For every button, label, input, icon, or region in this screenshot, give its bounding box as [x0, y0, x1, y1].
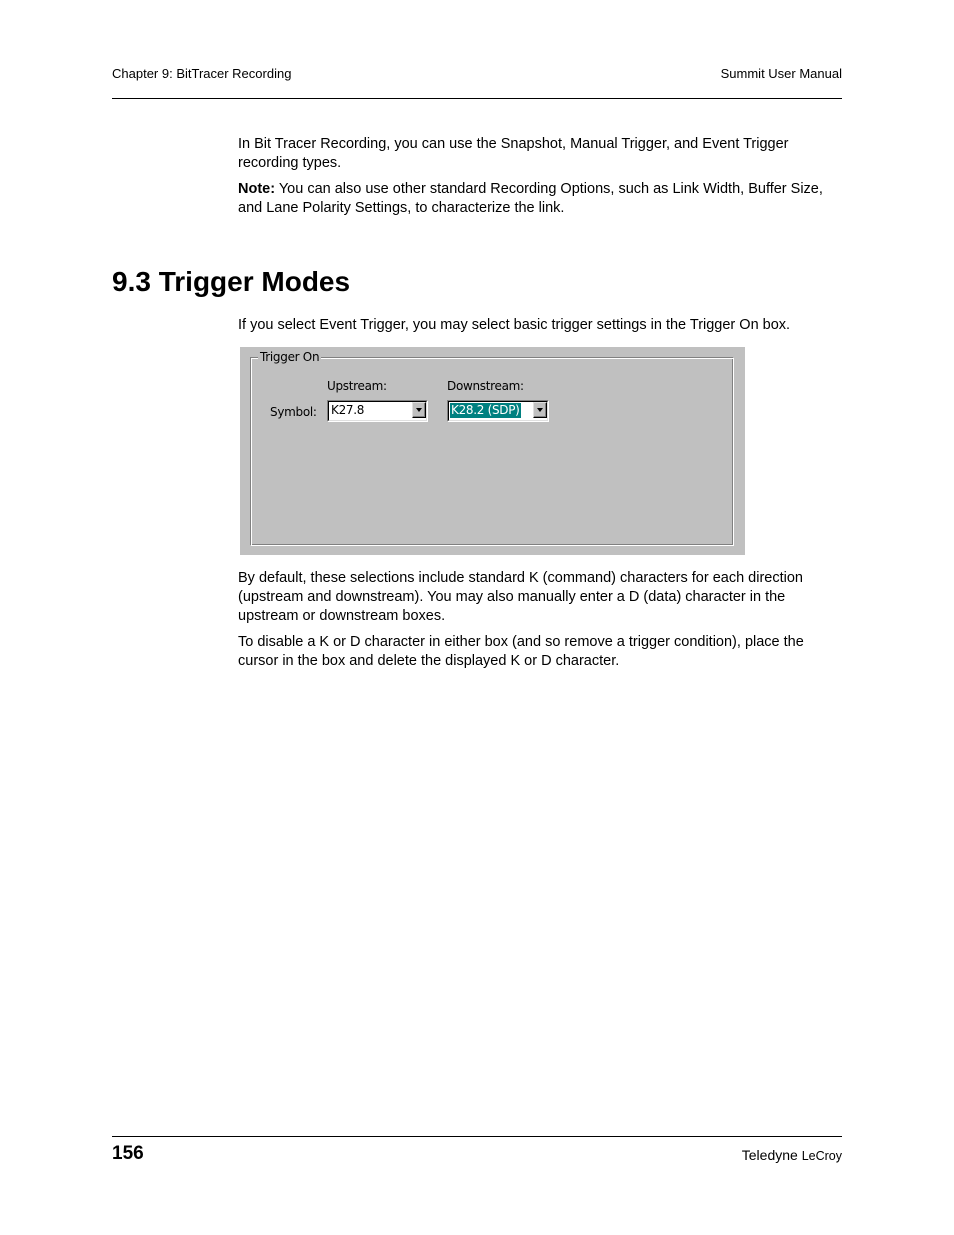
body-paragraph-disable: To disable a K or D character in either box (and so remove a trigger condition), place the cursor in the box and delete the displayed K or D character. — [238, 634, 804, 669]
page-number: 156 — [112, 1143, 144, 1164]
chevron-down-icon — [416, 408, 422, 412]
intro-paragraph: In Bit Tracer Recording, you can use the Snapshot, Manual Trigger, and Event Trigger recording types. — [238, 136, 789, 171]
note-paragraph — [238, 180, 843, 218]
company-small: LeCroy — [801, 1149, 842, 1163]
downstream-symbol-value[interactable]: K28.2 (SDP) — [451, 403, 520, 417]
header-manual-title: Summit User Manual — [720, 66, 842, 81]
chevron-down-icon — [537, 408, 543, 412]
section-lead: If you select Event Trigger, you may select basic trigger settings in the Trigger On box. — [238, 317, 791, 333]
downstream-symbol-combo[interactable] — [447, 400, 549, 422]
company-main: Teledyne — [741, 1147, 802, 1163]
footer-company — [742, 1147, 842, 1163]
note-label: Note: — [238, 181, 276, 197]
upstream-label: Upstream: — [327, 379, 387, 393]
note-text: You can also use other standard Recording Options, such as Link Width, Buffer Size, and Lane Polarity Settings, to characterize the link. — [238, 181, 823, 216]
footer-rule — [112, 1136, 842, 1137]
header-chapter: Chapter 9: BitTracer Recording — [112, 66, 292, 81]
symbol-label: Symbol: — [270, 405, 317, 419]
upstream-symbol-value[interactable]: K27.8 — [331, 403, 365, 417]
upstream-symbol-combo[interactable] — [327, 400, 428, 422]
downstream-dropdown-button[interactable] — [533, 402, 547, 418]
body-paragraph-defaults: By default, these selections include standard K (command) characters for each direction (upstream and downstream). You may also manually enter a D (data) character in the upstream or downstream boxes. — [238, 570, 803, 624]
trigger-on-dialog — [240, 347, 745, 555]
downstream-label: Downstream: — [447, 379, 524, 393]
section-heading: 9.3 Trigger Modes — [112, 266, 351, 297]
header-rule — [112, 98, 842, 99]
upstream-dropdown-button[interactable] — [412, 402, 426, 418]
trigger-on-title: Trigger On — [260, 350, 320, 364]
